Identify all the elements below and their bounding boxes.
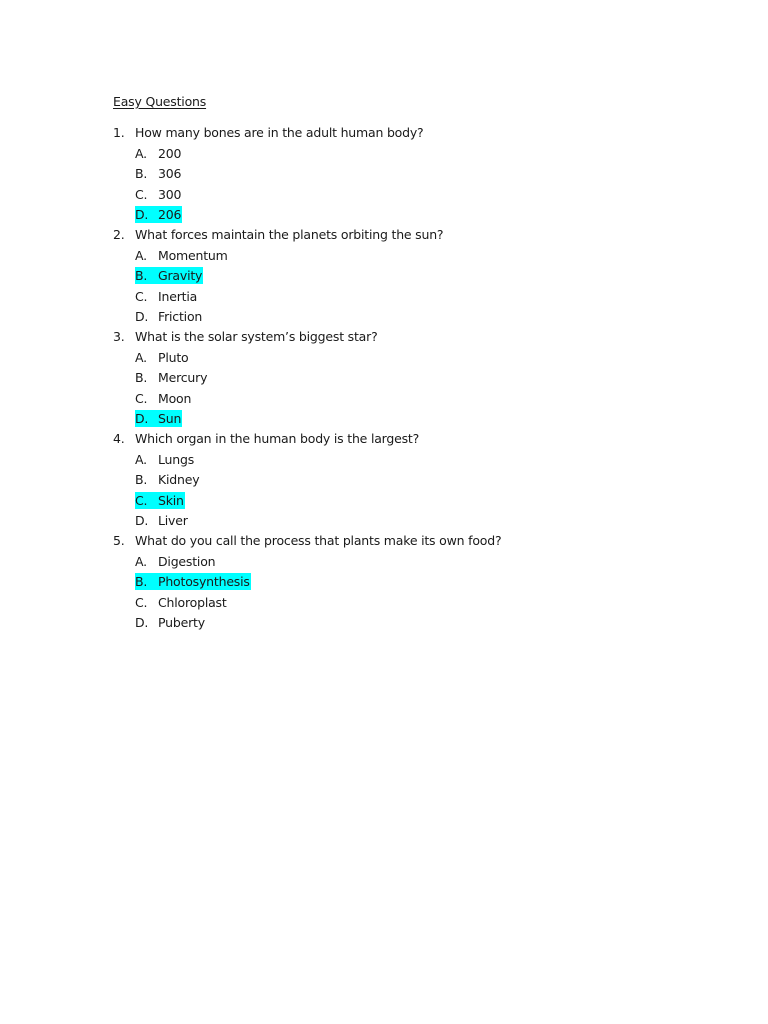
question-number: 1. xyxy=(113,125,125,140)
answer-label xyxy=(135,308,203,325)
answer-option-wrapper xyxy=(135,388,192,408)
option-text: 200 xyxy=(158,146,182,162)
highlighted-answer xyxy=(135,492,185,509)
answer-option-wrapper xyxy=(135,408,182,428)
option-letter: A. xyxy=(135,553,147,569)
answer-option-wrapper xyxy=(135,266,203,286)
highlighted-answer xyxy=(135,573,251,590)
answer-option-wrapper xyxy=(135,164,182,184)
answer-label xyxy=(135,614,206,631)
option-text: Sun xyxy=(158,411,182,427)
answer-label xyxy=(135,390,192,407)
answer-option-wrapper xyxy=(135,490,185,510)
highlighted-answer xyxy=(135,410,182,427)
answer-label xyxy=(135,451,195,468)
answer-option-wrapper xyxy=(135,245,229,265)
option-letter: B. xyxy=(135,370,148,386)
answer-option-wrapper xyxy=(135,347,189,367)
option-text: Skin xyxy=(158,492,184,508)
option-text: Friction xyxy=(158,309,203,325)
option-letter: C. xyxy=(135,594,148,610)
answer-label xyxy=(135,288,198,305)
option-letter: A. xyxy=(135,349,147,365)
option-letter: D. xyxy=(135,615,149,631)
highlighted-answer xyxy=(135,206,182,223)
option-text: 300 xyxy=(158,186,182,202)
option-letter: D. xyxy=(135,411,149,427)
answer-option-wrapper xyxy=(135,205,182,225)
answer-label xyxy=(135,247,229,264)
option-text: Pluto xyxy=(158,349,189,365)
answer-option-wrapper xyxy=(135,551,216,571)
option-letter: D. xyxy=(135,207,149,223)
answer-option-wrapper xyxy=(135,592,228,612)
option-letter: B. xyxy=(135,166,148,182)
question-text: Which organ in the human body is the largest? xyxy=(135,430,420,446)
option-text: Moon xyxy=(158,390,192,406)
option-letter: C. xyxy=(135,288,148,304)
question-number: 3. xyxy=(113,328,125,344)
question-number: 5. xyxy=(113,532,125,548)
option-text: Digestion xyxy=(158,553,216,569)
answer-label xyxy=(135,471,200,488)
answer-label xyxy=(135,553,216,570)
answer-label xyxy=(135,165,182,182)
option-letter: A. xyxy=(135,146,147,162)
option-text: Mercury xyxy=(158,370,208,386)
option-letter: C. xyxy=(135,492,148,508)
answer-option-wrapper xyxy=(135,510,189,530)
option-letter: C. xyxy=(135,186,148,202)
option-text: Liver xyxy=(158,513,188,529)
option-text: Kidney xyxy=(158,472,200,488)
option-letter: A. xyxy=(135,451,147,467)
answer-option-wrapper xyxy=(135,449,195,469)
answer-label xyxy=(135,512,189,529)
option-letter: B. xyxy=(135,472,148,488)
option-text: 206 xyxy=(158,207,182,223)
option-text: Chloroplast xyxy=(158,594,227,610)
answer-option-wrapper xyxy=(135,612,206,632)
answer-label xyxy=(135,369,208,386)
answer-option-wrapper xyxy=(135,143,182,163)
answer-option-wrapper xyxy=(135,286,198,306)
option-letter: B. xyxy=(135,574,148,590)
answer-option-wrapper xyxy=(135,470,200,490)
question-text: What is the solar system’s biggest star? xyxy=(135,328,378,344)
option-letter: C. xyxy=(135,390,148,406)
option-text: Puberty xyxy=(158,615,205,631)
option-text: Photosynthesis xyxy=(158,574,250,590)
question-text: How many bones are in the adult human body? xyxy=(135,125,424,140)
question-number: 4. xyxy=(113,430,125,446)
option-letter: D. xyxy=(135,309,149,325)
option-letter: A. xyxy=(135,248,147,264)
answer-option-wrapper xyxy=(135,184,182,204)
option-text: Inertia xyxy=(158,288,198,304)
option-text: Momentum xyxy=(158,248,228,264)
question-text: What forces maintain the planets orbiting the sun? xyxy=(135,226,444,242)
question-number: 2. xyxy=(113,226,125,242)
answer-label xyxy=(135,186,182,203)
question-text: What do you call the process that plants make its own food? xyxy=(135,532,502,548)
option-text: Lungs xyxy=(158,451,195,467)
option-letter: D. xyxy=(135,513,149,529)
highlighted-answer xyxy=(135,267,203,284)
answer-label xyxy=(135,594,228,611)
option-letter: B. xyxy=(135,268,148,284)
answer-option-wrapper xyxy=(135,307,203,327)
option-text: Gravity xyxy=(158,268,203,284)
answer-label xyxy=(135,349,189,366)
answer-option-wrapper xyxy=(135,572,251,592)
page-heading: Easy Questions xyxy=(113,94,207,109)
option-text: 306 xyxy=(158,166,182,182)
answer-option-wrapper xyxy=(135,368,208,388)
answer-label xyxy=(135,145,182,162)
